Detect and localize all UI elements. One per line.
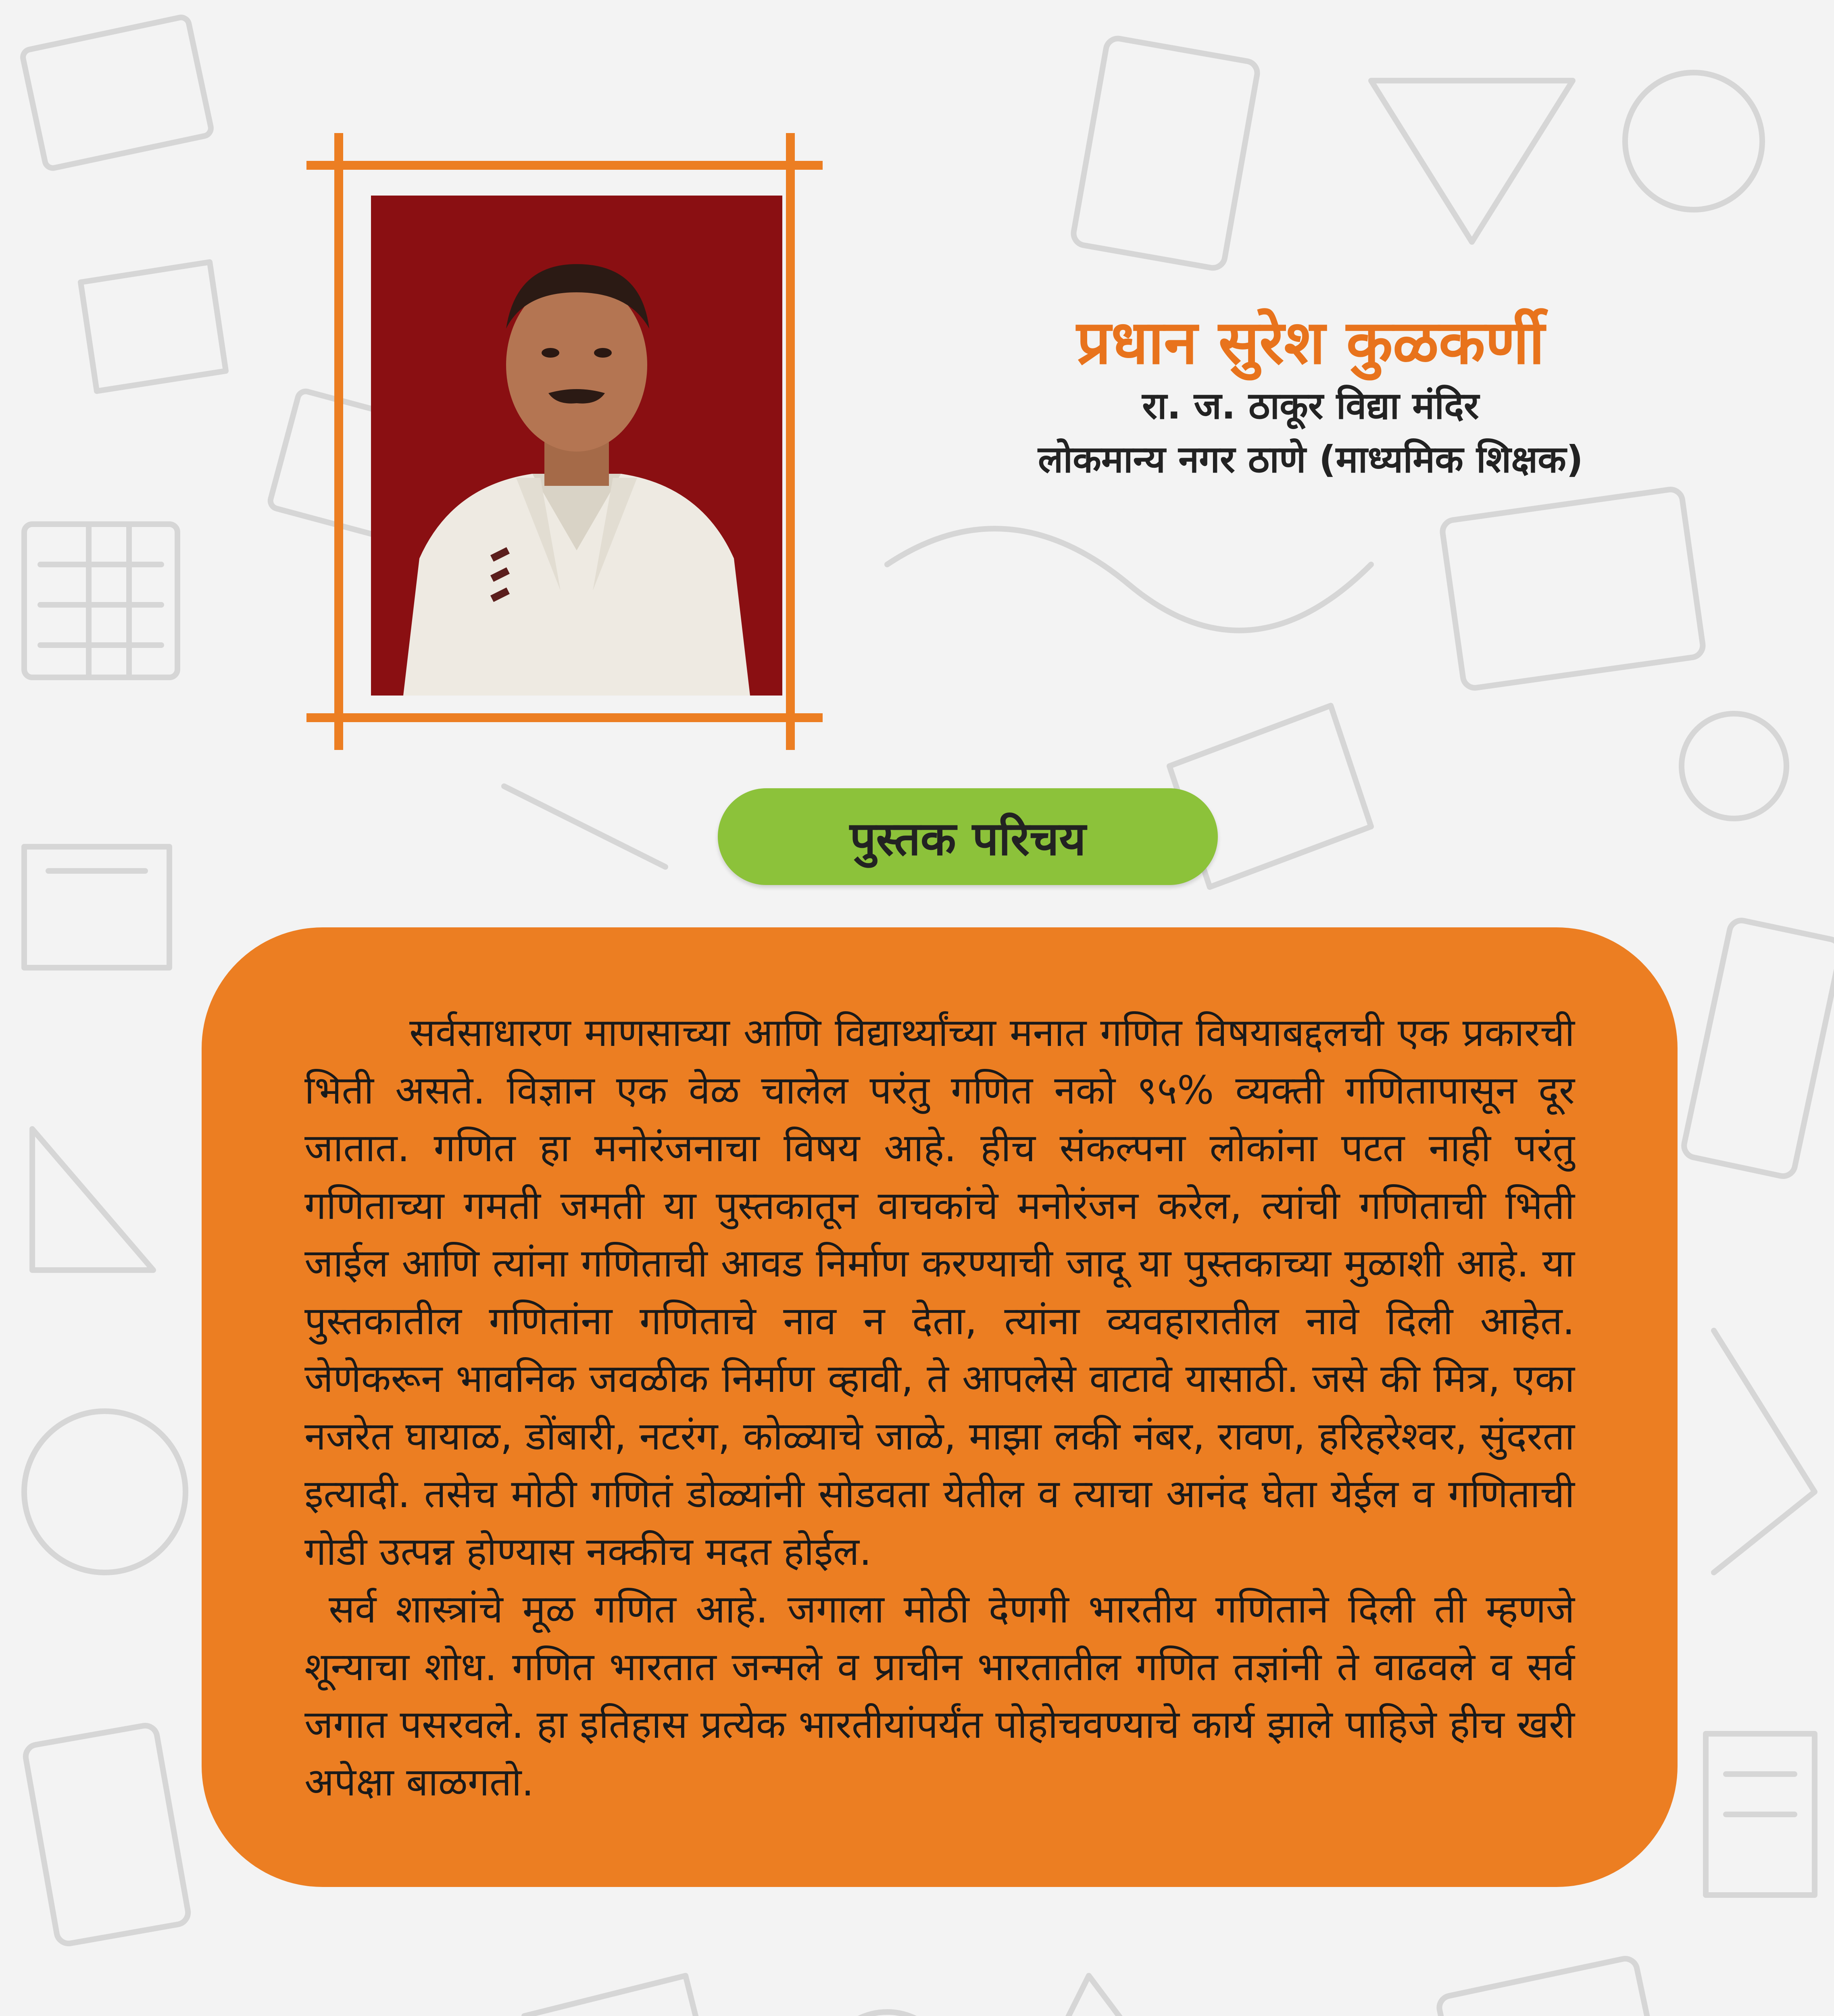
author-location-role: लोकमान्य नगर ठाणे (माध्यमिक शिक्षक) — [1038, 438, 1583, 481]
author-school: रा. ज. ठाकूर विद्या मंदिर — [1142, 384, 1479, 427]
author-info — [867, 306, 1754, 487]
author-photo — [371, 196, 782, 696]
author-name: प्रधान सुरेश कुळकर्णी — [1076, 308, 1545, 378]
author-portrait-illustration — [371, 196, 782, 696]
book-intro-heading: पुस्तक परिचय — [718, 788, 1218, 885]
intro-paragraph-1: सर्वसाधारण माणसाच्या आणि विद्यार्थ्यांच्या मनात गणित विषयाबद्दलची एक प्रकारची भिती असते. विज्ञान एक वेळ चालेल परंतु गणित नको ९५% व्यक्ती गणितापासून दूर जातात. गणित हा मनोरंजनाचा विषय आहे. हीच संकल्पना लोकांना पटत नाही परंतु गणिताच्या गमती जमती या पुस्तकातून वाचकांचे मनोरंजन करेल, त्यांची गणिताची भिती जाईल आणि त्यांना गणिताची आवड निर्माण करण्याची जादू या पुस्तकाच्या मुळाशी आहे. या पुस्तकातील गणितांना गणिताचे नाव न देता, त्यांना व्यवहारातील नावे दिली आहेत. जेणेकरून भावनिक जवळीक निर्माण व्हावी, ते आपलेसे वाटावे यासाठी. जसे की मित्र, एका नजरेत घायाळ, डोंबारी, नटरंग, कोळ्याचे जाळे, माझा लकी नंबर, रावण, हरिहरेश्वर, सुंदरता इत्यादी. तसेच मोठी गणितं डोळ्यांनी सोडवता येतील व त्याचा आनंद घेता येईल व गणिताची गोडी उत्पन्न होण्यास नक्कीच मदत होईल. — [304, 1010, 1575, 1574]
book-intro-box — [202, 927, 1678, 1887]
intro-paragraph-2: सर्व शास्त्रांचे मूळ गणित आहे. जगाला मोठी देणगी भारतीय गणिताने दिली ती म्हणजे शून्याचा शोध. गणित भारतात जन्मले व प्राचीन भारतातील गणित तज्ञांनी ते वाढवले व सर्व जगात पसरवले. हा इतिहास प्रत्येक भारतीयांपर्यंत पोहोचवण्याचे कार्य झाले पाहिजे हीच खरी अपेक्षा बाळगतो. — [304, 1587, 1575, 1805]
